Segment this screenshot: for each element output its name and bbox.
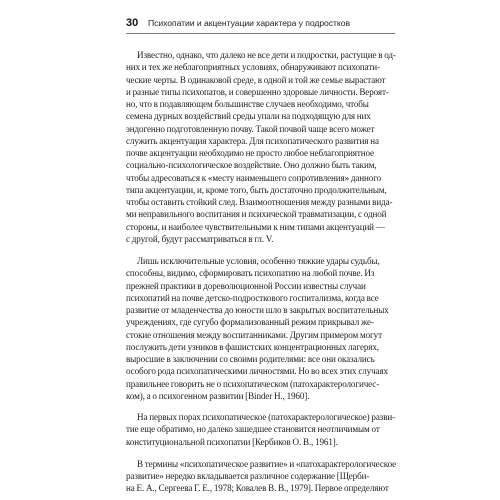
text-line: и разные типы психопатов, и совершенно здоровые личности. Вероят- bbox=[126, 86, 389, 97]
text-line: послужить дети узников в фашистских концентрационных лагерях, bbox=[126, 341, 379, 352]
text-line: На первых порах психопатическое (патохарактерологическое) разви- bbox=[137, 412, 396, 422]
text-line: тие еще обратимо, но далеко зашедшее становится неотличимым от bbox=[126, 424, 380, 435]
text-line: особого рода психопатическими личностями. Но во всех этих случаях bbox=[126, 366, 388, 377]
text-line: почве акцентуации необходимо не просто любое неблагоприятное bbox=[126, 148, 374, 158]
text-line: развитие от младенчества до юности шло в закрытых воспитательных bbox=[126, 305, 389, 315]
text-line: чтобы оставить стойкий след. Взаимоотношения между разными вида- bbox=[126, 197, 393, 207]
text-line: ческие черты. В одинаковой среде, в одной и той же семье вырастают bbox=[126, 74, 386, 85]
text-line: развитие» нередко вкладывается различное содержание [Щерби- bbox=[126, 471, 370, 481]
text-line: прежней практики в дореволюционной России известны случаи bbox=[126, 280, 366, 291]
text-line: социально-психологическое воздействие. Оно должно быть таким, bbox=[126, 160, 377, 171]
text-line: стороны, и наиболее чувствительными к ним типами акцентуаций — bbox=[126, 221, 385, 232]
paragraph-3 bbox=[126, 411, 395, 448]
text-line: с другой, будут рассматриваться в гл. V. bbox=[126, 233, 274, 244]
paragraph-1 bbox=[126, 49, 395, 245]
text-line: способны, видимо, сформировать психопатию на любой почве. Из bbox=[126, 268, 375, 279]
running-title: Психопатии и акцентуации характера у подростков bbox=[148, 18, 350, 28]
body-text bbox=[126, 49, 395, 495]
page-number: 30 bbox=[126, 17, 139, 29]
text-line: В термины «психопатическое развитие» и «патохарактерологическое bbox=[137, 458, 397, 469]
running-head bbox=[126, 16, 395, 32]
text-line: но, что в подавляющем большинстве случаев необходимо, чтобы bbox=[126, 99, 369, 109]
text-line: стокие отношения между воспитанниками. Другим примером могут bbox=[126, 329, 382, 340]
text-line: типа акцентуации, и, кроме того, быть достаточно продолжительным, bbox=[126, 184, 387, 195]
text-line: учреждениях, где сугубо формализованный режим прикрывал же- bbox=[126, 317, 374, 328]
text-line: конституциональной психопатии [Кербиков О. В., 1961]. bbox=[126, 436, 338, 447]
header-rule bbox=[126, 33, 395, 34]
paragraph-4 bbox=[126, 458, 395, 495]
text-line: правильнее говорить не о психопатическом (патохарактерологичес- bbox=[126, 378, 380, 389]
text-line: них и тех же неблагоприятных условиях, обнаруживают психопати- bbox=[126, 62, 380, 73]
text-line: на Е. А., Сергеева Г. Е., 1978; Ковалев В. В., 1979]. Первое определяют bbox=[126, 483, 389, 494]
text-line: психопатий на почве детско-подросткового госпитализма, когда все bbox=[126, 292, 379, 303]
text-line: ми неправильного воспитания и психической травматизации, с одной bbox=[126, 209, 387, 220]
text-line: семена дурных воздействий среды упали на подходящую для них bbox=[126, 111, 371, 122]
text-line: Известно, однако, что далеко не все дети и подростки, растущие в од- bbox=[137, 50, 396, 60]
text-line: Лишь исключительные условия, особенно тяжкие удары судьбы, bbox=[137, 256, 380, 266]
text-line: ком), а о психогенном развитии [Binder H., 1960]. bbox=[126, 390, 310, 401]
text-line: выросшие в заключении со своими родителями: все они оказались bbox=[126, 354, 375, 364]
paragraph-2 bbox=[126, 255, 395, 402]
text-line: служить акцентуация характера. Для психопатического развития на bbox=[126, 135, 379, 146]
text-line: эндогенно подготовленную почву. Такой почвой чаще всего может bbox=[126, 123, 375, 134]
text-line: чтобы адресоваться к «месту наименьшего сопротивления» данного bbox=[126, 172, 382, 183]
